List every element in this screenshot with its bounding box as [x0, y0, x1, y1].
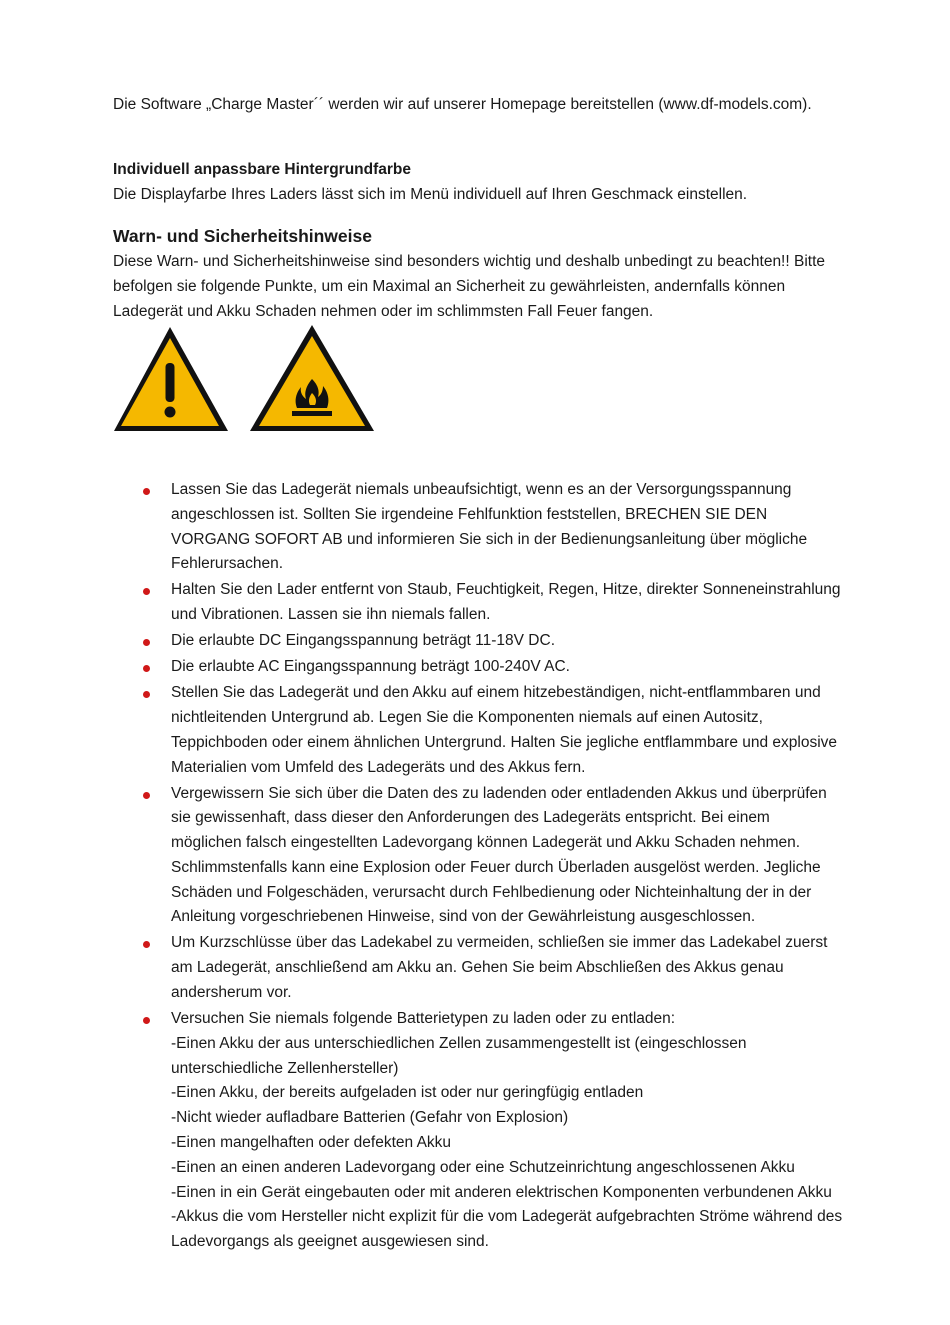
background-color-text: Die Displayfarbe Ihres Laders lässt sich im Menü individuell auf Ihren Geschmack einstellen. — [113, 186, 748, 203]
list-item: Vergewissern Sie sich über die Daten des zu ladenden oder entladenden Akkus und überprüfen sie gewissenhaft, dass dieser den Anforderungen des Ladegeräts entspricht. Bei einem möglichen falsch eingestellten Ladevorgang können Ladegerät und Akku Schaden nehmen. Schlimmstenfalls kann eine Explosion oder Feuer durch Überladen ausgelöst werden. Jegliche Schäden und Folgeschäden, verursacht durch Fehlbedienung oder Nichteinhaltung der in der Anleitung vorgeschriebenen Hinweise, sind von der Gewährleistung ausgeschlossen. — [113, 782, 843, 931]
battery-type-item: -Nicht wieder aufladbare Batterien (Gefahr von Explosion) — [171, 1109, 569, 1127]
background-color-heading: Individuell anpassbare Hintergrundfarbe — [113, 161, 412, 178]
bullet-icon — [143, 1017, 150, 1024]
list-item: Versuchen Sie niemals folgende Batterietypen zu laden oder zu entladen: -Einen Akku der aus unterschiedlichen Zellen zusammengestellt ist (eingeschlossen unterschiedliche Zellenhersteller) -Einen Akku, der bereits aufgeladen ist oder nur geringfügig entladen -Nicht wieder aufladbare Batterien (Gefahr von Explosion) -Einen mangelhaften oder defekten Akku -Einen an einen anderen Ladevorgang oder eine Schutzeinrichtung angeschlossenen Akku -Einen in ein Gerät eingebauten oder mit anderen elektrischen Komponenten verbundenen Akku -Akkus die vom Hersteller nicht explizit für die vom Ladegerät aufgebrachten Ströme während des Ladevorgangs als geeignet ausgewiesen sind. — [113, 1007, 843, 1255]
intro-paragraph: Die Software „Charge Master´´ werden wir auf unserer Homepage bereitstellen (www.df-models.com). — [113, 96, 812, 113]
bullet-icon — [143, 488, 150, 495]
list-item: Stellen Sie das Ladegerät und den Akku auf einem hitzebeständigen, nicht-entflammbaren und nichtleitenden Untergrund ab. Legen Sie die Komponenten niemals auf einen Autositz, Teppichboden oder einem ähnlichen Untergrund. Halten Sie jegliche entflammbare und explosive Materialien vom Umfeld des Ladegeräts und des Akkus fern. — [113, 681, 843, 780]
list-item: Die erlaubte DC Eingangsspannung beträgt 11-18V DC. — [113, 629, 843, 654]
exclamation-warning-icon — [114, 327, 228, 431]
warning-signs — [112, 323, 382, 435]
bullet-icon — [143, 639, 150, 646]
safety-bullet-list — [113, 478, 843, 1256]
list-item: Um Kurzschlüsse über das Ladekabel zu vermeiden, schließen sie immer das Ladekabel zuerst am Ladegerät, anschließend am Akku an. Gehen Sie beim Abschließen des Akkus genau andersherum vor. — [113, 931, 843, 1005]
bullet-icon — [143, 941, 150, 948]
list-item: Halten Sie den Lader entfernt von Staub, Feuchtigkeit, Regen, Hitze, direkter Sonneneinstrahlung und Vibrationen. Lassen sie ihn niemals fallen. — [113, 578, 843, 628]
flammable-warning-icon — [250, 325, 374, 431]
safety-warnings-intro: Diese Warn- und Sicherheitshinweise sind besonders wichtig und deshalb unbedingt zu beachten!! Bitte befolgen sie folgende Punkte, um ein Maximal an Sicherheit zu gewährleisten, andernfalls können Ladegerät und Akku Schaden nehmen oder im schlimmsten Fall Feuer fangen. — [113, 253, 825, 320]
battery-type-item: -Einen Akku, der bereits aufgeladen ist oder nur geringfügig entladen — [171, 1084, 644, 1102]
list-item: Die erlaubte AC Eingangsspannung beträgt 100-240V AC. — [113, 655, 843, 680]
bullet-icon — [143, 665, 150, 672]
battery-type-item: -Akkus die vom Hersteller nicht explizit für die vom Ladegerät aufgebrachten Ströme während des Ladevorgangs als geeignet ausgewiesen sind. — [171, 1208, 843, 1251]
list-item: Lassen Sie das Ladegerät niemals unbeaufsichtigt, wenn es an der Versorgungsspannung angeschlossen ist. Sollten Sie irgendeine Fehlfunktion feststellen, BRECHEN SIE DEN VORGANG SOFORT AB und informieren Sie sich in der Bedienungsanleitung über mögliche Fehlerursachen. — [113, 478, 843, 577]
bullet-icon — [143, 588, 150, 595]
battery-type-item: -Einen in ein Gerät eingebauten oder mit anderen elektrischen Komponenten verbundenen Akku — [171, 1183, 832, 1201]
battery-type-item: -Einen mangelhaften oder defekten Akku — [171, 1134, 452, 1152]
battery-type-item: -Einen an einen anderen Ladevorgang oder eine Schutzeinrichtung angeschlossenen Akku — [171, 1158, 795, 1176]
bullet-icon — [143, 691, 150, 698]
safety-warnings-heading: Warn- und Sicherheitshinweise — [113, 226, 372, 246]
bullet-icon — [143, 792, 150, 799]
battery-type-item: -Einen Akku der aus unterschiedlichen Zellen zusammengestellt ist (eingeschlossen unterschiedliche Zellenhersteller) — [171, 1034, 747, 1077]
